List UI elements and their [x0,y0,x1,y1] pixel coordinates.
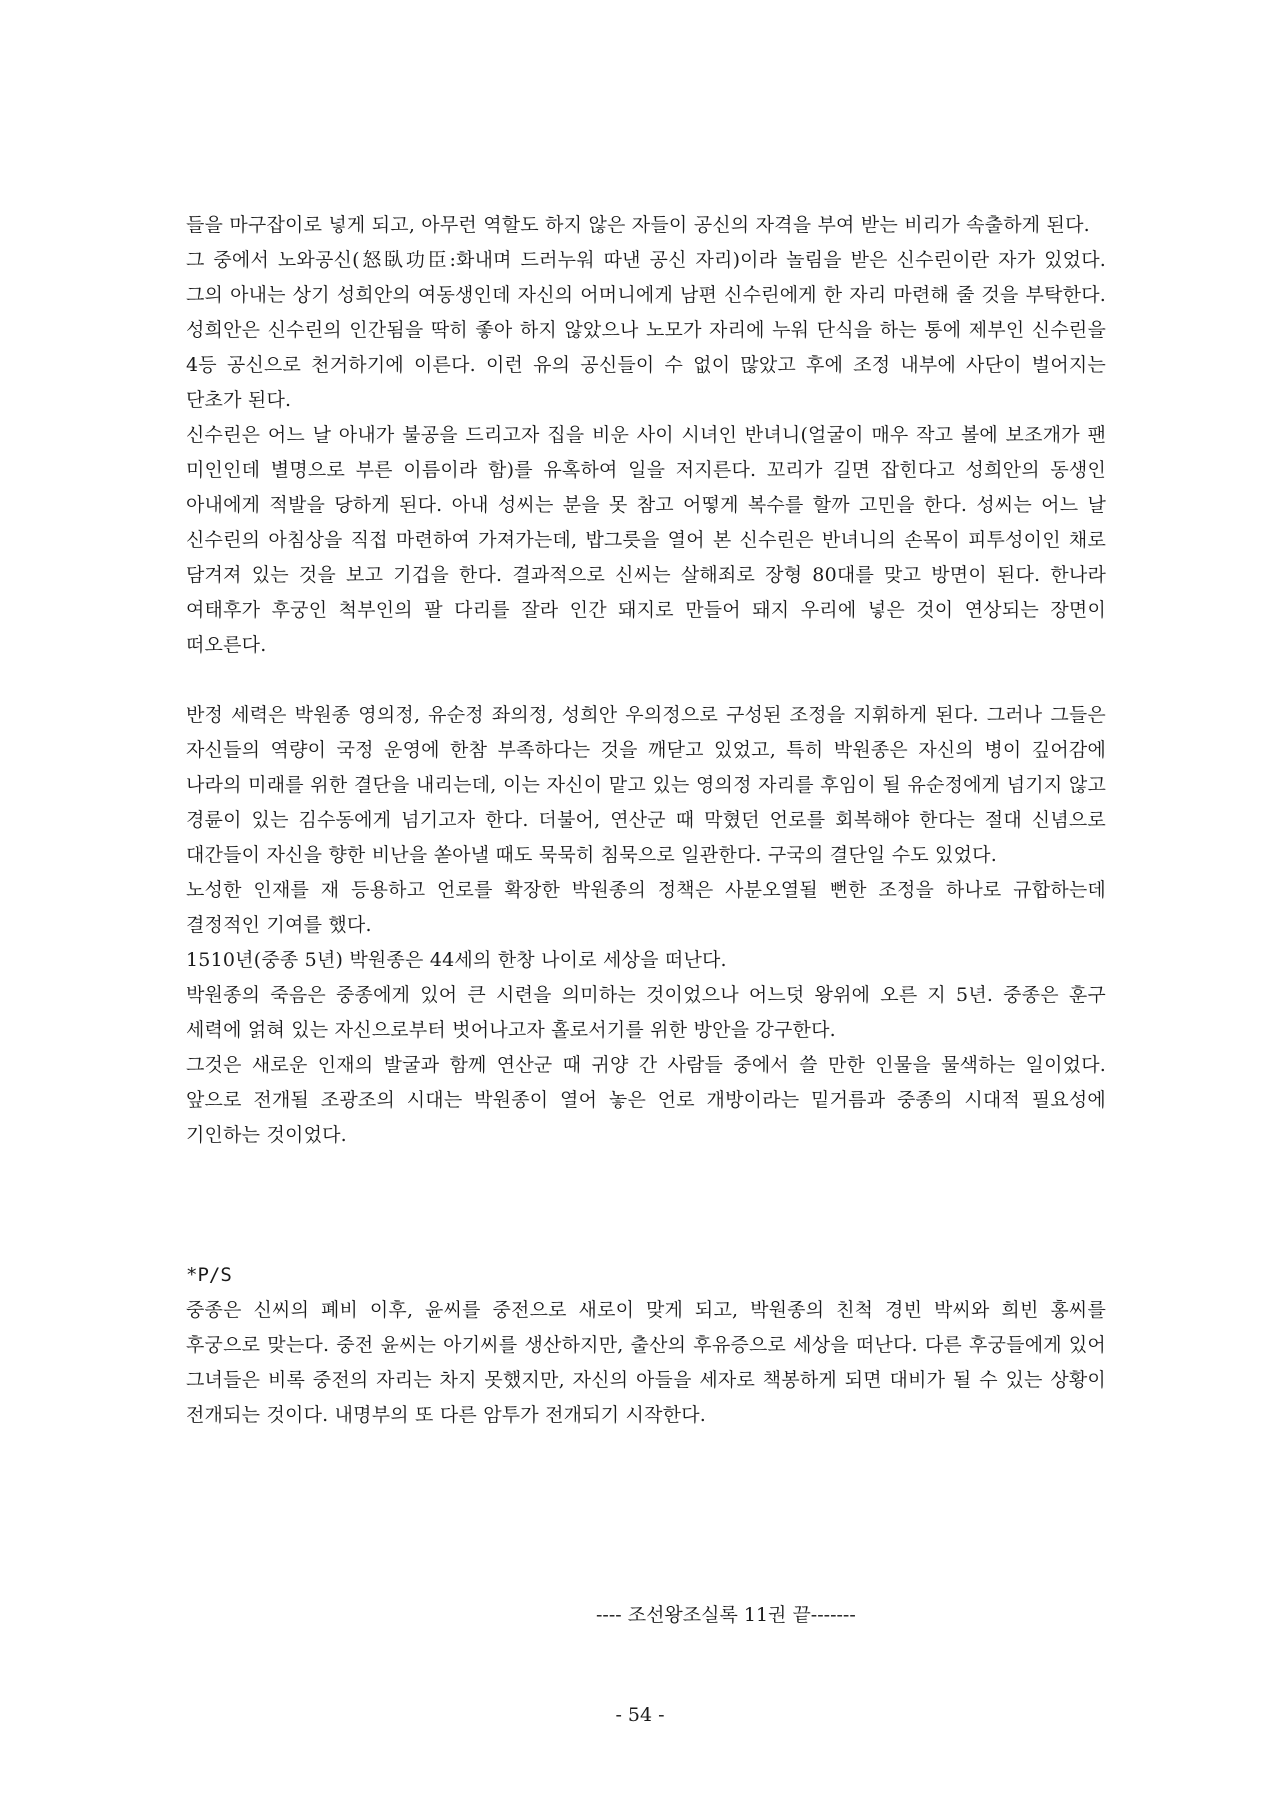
paragraph: 박원종의 죽음은 중종에게 있어 큰 시련을 의미하는 것이었으나 어느덧 왕위에 오른 지 5년. 중종은 훈구 세력에 얽혀 있는 자신으로부터 벗어나고자 홀로서기를 위한 방안을 강구한다. [186,984,1106,1041]
postscript-paragraph: 중종은 신씨의 폐비 이후, 윤씨를 중전으로 새로이 맞게 되고, 박원종의 친척 경빈 박씨와 희빈 홍씨를 후궁으로 맞는다. 중전 윤씨는 아기씨를 생산하지만, 출산의 후유증으로 세상을 떠난다. 다른 후궁들에게 있어 그녀들은 비록 중전의 자리는 차지 못했지만, 자신의 아들을 세자로 책봉하게 되면 대비가 될 수 있는 상황이 전개되는 것이다. 내명부의 또 다른 암투가 전개되기 시작한다. [186,1299,1106,1426]
paragraph: 신수린은 어느 날 아내가 불공을 드리고자 집을 비운 사이 시녀인 반녀니(얼굴이 매우 작고 볼에 보조개가 팬 미인인데 별명으로 부른 이름이라 함)를 유혹하여 일을 저지른다. 꼬리가 길면 잡힌다고 성희안의 동생인 아내에게 적발을 당하게 된다. 아내 성씨는 분을 못 참고 어떻게 복수를 할까 고민을 한다. 성씨는 어느 날 신수린의 아침상을 직접 마련하여 가져가는데, 밥그릇을 열어 본 신수린은 반녀니의 손목이 피투성이인 채로 담겨져 있는 것을 보고 기겁을 한다. 결과적으로 신씨는 살해죄로 장형 80대를 맞고 방면이 된다. 한나라 여태후가 후궁인 척부인의 팔 다리를 잘라 인간 돼지로 만들어 돼지 우리에 넣은 것이 연상되는 장면이 떠오른다. [186,424,1106,656]
section-spacer [186,1153,1106,1258]
page-number: - 54 - [615,1704,665,1726]
end-of-volume-mark: ---- 조선왕조실록 11권 끝------- [596,1604,856,1626]
paragraph: 그것은 새로운 인재의 발굴과 함께 연산군 때 귀양 간 사람들 중에서 쓸 만한 인물을 물색하는 일이었다. 앞으로 전개될 조광조의 시대는 박원종이 열어 놓은 언로 개방이라는 밑거름과 중종의 시대적 필요성에 기인하는 것이었다. [186,1054,1106,1146]
document-body [186,208,1106,1433]
postscript-label: *P/S [186,1264,232,1286]
paragraph-spacer [186,663,1106,698]
paragraph: 들을 마구잡이로 넣게 되고, 아무런 역할도 하지 않은 자들이 공신의 자격을 부여 받는 비리가 속출하게 된다. [186,214,1090,236]
paragraph: 노성한 인재를 재 등용하고 언로를 확장한 박원종의 정책은 사분오열될 뻔한 조정을 하나로 규합하는데 결정적인 기여를 했다. [186,879,1106,936]
paragraph: 반정 세력은 박원종 영의정, 유순정 좌의정, 성희안 우의정으로 구성된 조정을 지휘하게 된다. 그러나 그들은 자신들의 역량이 국정 운영에 한참 부족하다는 것을 깨닫고 있었고, 특히 박원종은 자신의 병이 깊어감에 나라의 미래를 위한 결단을 내리는데, 이는 자신이 맡고 있는 영의정 자리를 후임이 될 유순정에게 넘기지 않고 경륜이 있는 김수동에게 넘기고자 한다. 더불어, 연산군 때 막혔던 언로를 회복해야 한다는 절대 신념으로 대간들이 자신을 향한 비난을 쏟아낼 때도 묵묵히 침묵으로 일관한다. 구국의 결단일 수도 있었다. [186,704,1106,866]
paragraph: 그 중에서 노와공신(怒臥功臣:화내며 드러누워 따낸 공신 자리)이라 놀림을 받은 신수린이란 자가 있었다. 그의 아내는 상기 성희안의 여동생인데 자신의 어머니에게 남편 신수린에게 한 자리 마련해 줄 것을 부탁한다. 성희안은 신수린의 인간됨을 딱히 좋아 하지 않았으나 노모가 자리에 누워 단식을 하는 통에 제부인 신수린을 4등 공신으로 천거하기에 이른다. 이런 유의 공신들이 수 없이 많았고 후에 조정 내부에 사단이 벌어지는 단초가 된다. [186,249,1106,411]
paragraph: 1510년(중종 5년) 박원종은 44세의 한창 나이로 세상을 떠난다. [186,949,727,971]
